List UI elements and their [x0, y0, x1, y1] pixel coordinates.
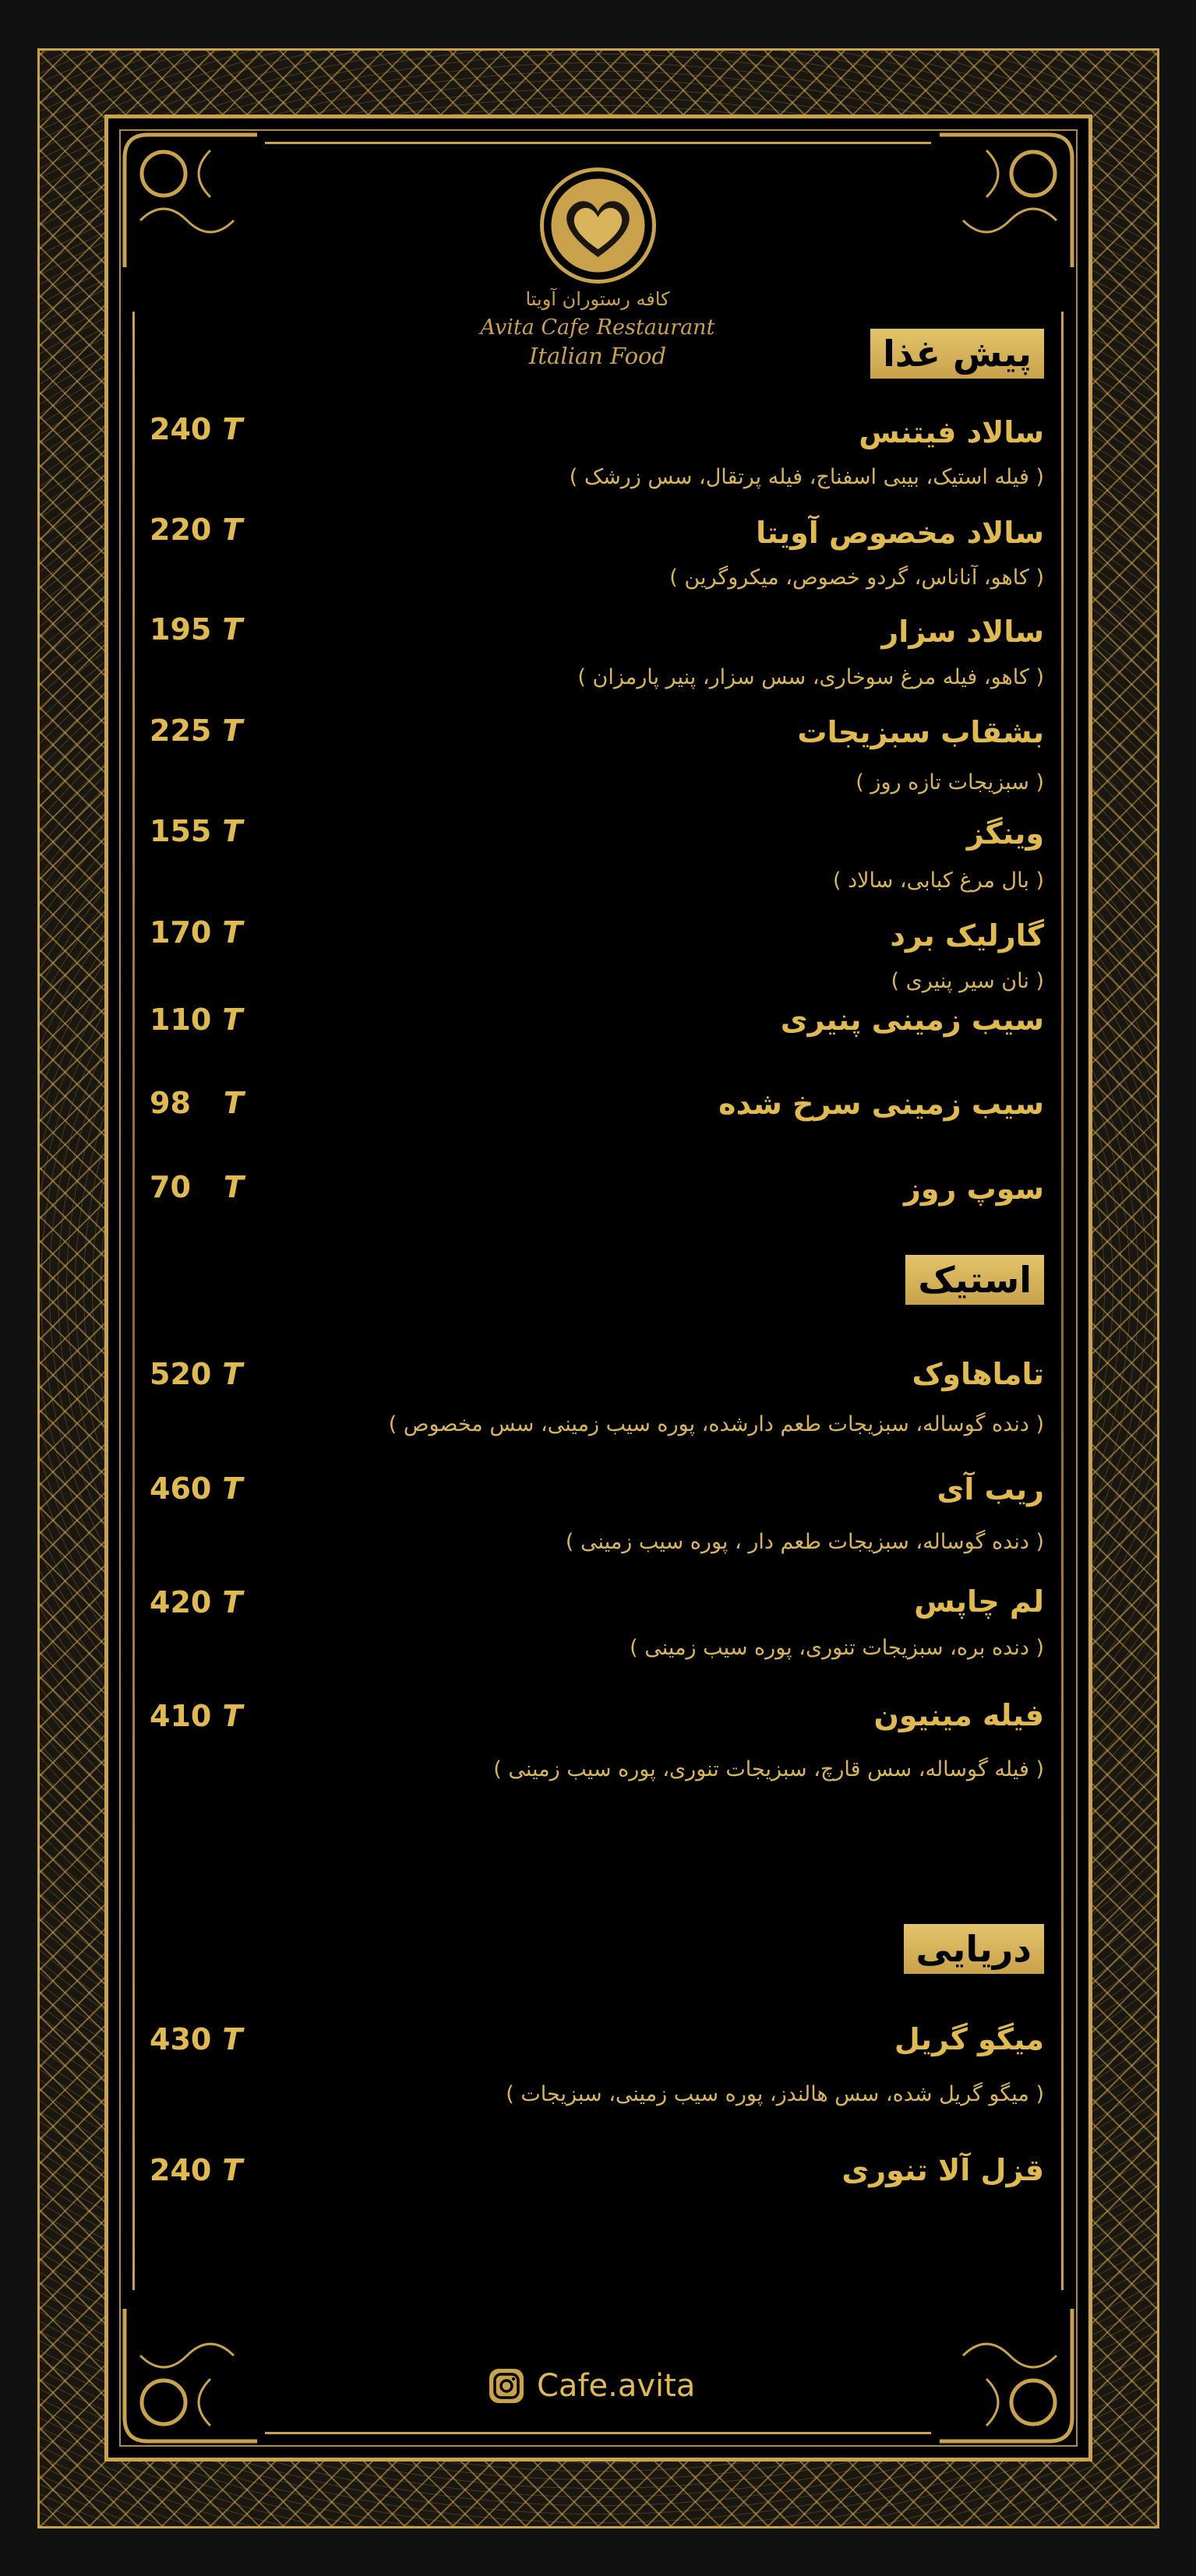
menu-item-price: 155 T	[150, 814, 243, 848]
menu-item-desc: ( دنده گوساله، سبزیجات طعم دار ، پوره سیب زمینی )	[565, 1530, 1044, 1554]
menu-item-name: بشقاب سبزیجات	[797, 715, 1044, 749]
menu-item-name: گارلیک برد	[890, 918, 1044, 953]
section-title-steak: استیک	[905, 1255, 1044, 1305]
section-title-seafood: دریایی	[904, 1924, 1044, 1974]
instagram-handle[interactable]	[487, 2363, 695, 2409]
menu-item-price: 240 T	[150, 2153, 243, 2187]
menu-item-name: قزل آلا تنوری	[841, 2153, 1044, 2187]
menu-item-price: 220 T	[150, 513, 243, 547]
menu-item-price: 430 T	[150, 2022, 243, 2056]
menu-item-name: سیب زمینی سرخ شده	[718, 1087, 1044, 1121]
section-title-appetizers: پیش غذا	[870, 329, 1044, 379]
menu-item-desc: ( کاهو، فیله مرغ سوخاری، سس سزار، پنیر پارمزان )	[577, 665, 1044, 689]
menu-item-name: ریب آی	[937, 1472, 1044, 1506]
menu-item-desc: ( بال مرغ کبابی، سالاد )	[832, 869, 1044, 893]
instagram-handle-text[interactable]: Cafe.avita	[537, 2368, 696, 2404]
menu-item-name: سالاد سزار	[881, 615, 1044, 649]
menu-item-desc: ( دنده گوساله، سبزیجات طعم دارشده، پوره سیب زمینی، سس مخصوص )	[388, 1412, 1044, 1436]
menu-item-desc: ( سبزیجات تازه روز )	[856, 770, 1044, 795]
left-rule	[132, 312, 135, 2290]
right-rule	[1061, 312, 1064, 2290]
top-rule	[265, 142, 931, 144]
brand-subtitle: Italian Food	[528, 343, 667, 369]
menu-item-desc: ( دنده بره، سبزیجات تنوری، پوره سیب زمینی )	[630, 1636, 1044, 1660]
menu-item-price: 225 T	[150, 714, 243, 748]
menu-item-desc: ( نان سیر پنیری )	[891, 969, 1044, 993]
menu-item-desc: ( فیله گوساله، سس قارچ، سبزیجات تنوری، پوره سیب زمینی )	[493, 1757, 1044, 1781]
menu-item-name: سیب زمینی پنیری	[780, 1003, 1044, 1037]
menu-item-desc: ( کاهو، آناناس، گردو خصوص، میکروگرین )	[669, 566, 1044, 590]
menu-item-name: سالاد مخصوص آویتا	[756, 516, 1044, 550]
menu-item-name: لم چاپس	[914, 1584, 1044, 1619]
menu-item-name: وینگز	[966, 816, 1044, 851]
corner-ornament-top-left	[117, 127, 265, 275]
corner-ornament-bottom-left	[117, 2301, 265, 2449]
menu-item-desc: ( میگو گریل شده، سس هالندز، پوره سیب زمینی، سبزیجات )	[506, 2082, 1044, 2106]
corner-ornament-bottom-right	[932, 2301, 1080, 2449]
brand-name-en: Avita Cafe Restaurant	[480, 315, 715, 340]
menu-item-price: 240 T	[150, 412, 243, 446]
menu-item-price: 195 T	[150, 612, 243, 647]
menu-item-price: 110 T	[150, 1003, 243, 1037]
menu-item-name: سوپ روز	[904, 1172, 1044, 1206]
menu-item-name: میگو گریل	[894, 2022, 1044, 2056]
corner-ornament-top-right	[932, 127, 1080, 275]
menu-item-price: 70 T	[150, 1170, 244, 1204]
menu-item-price: 520 T	[150, 1357, 243, 1391]
menu-item-price: 410 T	[150, 1699, 243, 1733]
menu-item-price: 420 T	[150, 1585, 243, 1619]
bottom-rule	[265, 2432, 931, 2434]
menu-item-desc: ( فیله استیک، بیبی اسفناج، فیله پرتقال، سس زرشک )	[569, 465, 1044, 489]
heart-logo-icon	[538, 165, 658, 286]
brand-name-fa: کافه رستوران آویتا	[525, 288, 670, 310]
instagram-icon	[487, 2366, 526, 2405]
menu-item-price: 170 T	[150, 915, 243, 950]
menu-item-name: تاماهاوک	[912, 1357, 1044, 1391]
menu-item-price: 460 T	[150, 1471, 243, 1506]
menu-item-name: سالاد فیتنس	[859, 415, 1044, 449]
menu-item-name: فیله مینیون	[873, 1698, 1044, 1732]
menu-item-price: 98 T	[150, 1086, 244, 1120]
